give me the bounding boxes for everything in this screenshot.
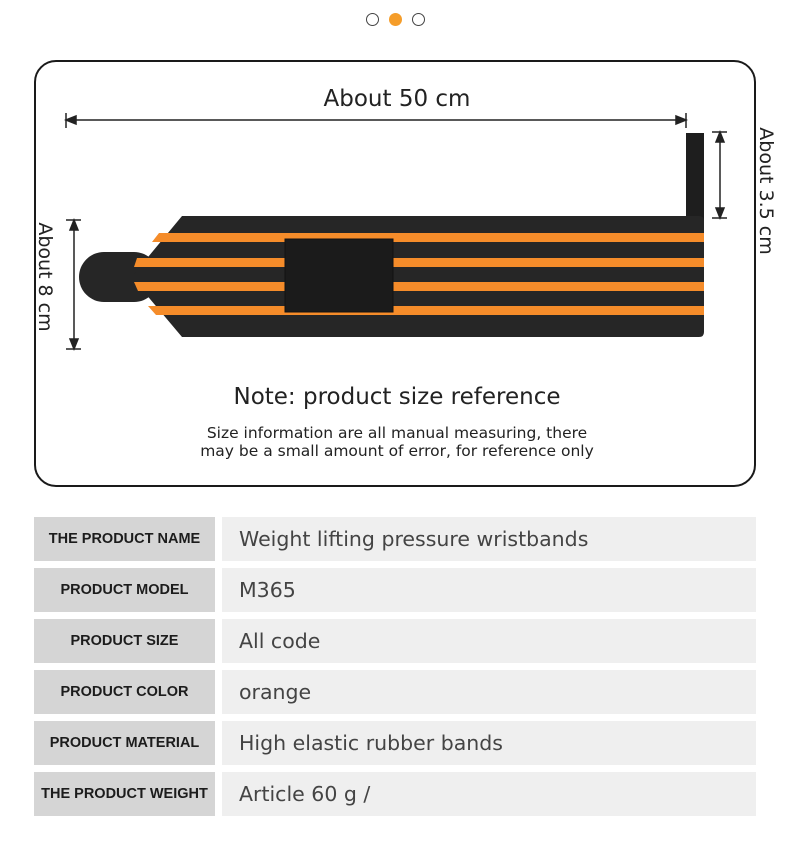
strap-end bbox=[686, 133, 704, 221]
note-text bbox=[36, 424, 758, 460]
carousel-dots bbox=[0, 13, 790, 26]
width-label: About 50 cm bbox=[323, 86, 471, 112]
height-dimension-arrow bbox=[66, 220, 81, 349]
spec-row-model bbox=[34, 568, 756, 612]
carousel-dot-2-active[interactable] bbox=[389, 13, 402, 26]
note-title: Note: product size reference bbox=[233, 384, 561, 410]
product-spec-table bbox=[34, 517, 756, 823]
spec-row-name bbox=[34, 517, 756, 561]
spec-key: THE PRODUCT WEIGHT bbox=[34, 772, 215, 816]
spec-value: orange bbox=[222, 670, 756, 714]
spec-key: PRODUCT MODEL bbox=[34, 568, 215, 612]
spec-value: Weight lifting pressure wristbands bbox=[222, 517, 756, 561]
spec-key: THE PRODUCT NAME bbox=[34, 517, 215, 561]
carousel-dot-3[interactable] bbox=[412, 13, 425, 26]
height-label: About 8 cm bbox=[34, 222, 56, 332]
spec-value: Article 60 g / bbox=[222, 772, 756, 816]
spec-key: PRODUCT COLOR bbox=[34, 670, 215, 714]
spec-row-material bbox=[34, 721, 756, 765]
spec-key: PRODUCT SIZE bbox=[34, 619, 215, 663]
spec-value: All code bbox=[222, 619, 756, 663]
spec-value: High elastic rubber bands bbox=[222, 721, 756, 765]
size-reference-card bbox=[34, 60, 777, 487]
spec-key: PRODUCT MATERIAL bbox=[34, 721, 215, 765]
velcro-patch bbox=[285, 239, 393, 312]
spec-row-weight bbox=[34, 772, 756, 816]
spec-value: M365 bbox=[222, 568, 756, 612]
wristband-illustration bbox=[34, 60, 756, 487]
note-text-content: Size information are all manual measuring, there may be a small amount of error, for reference only bbox=[200, 424, 594, 460]
strap-label: About 3.5 cm bbox=[755, 127, 777, 255]
strap-dimension-arrow bbox=[712, 132, 727, 218]
width-dimension-arrow bbox=[66, 113, 686, 128]
carousel-dot-1[interactable] bbox=[366, 13, 379, 26]
spec-row-color bbox=[34, 670, 756, 714]
spec-row-size bbox=[34, 619, 756, 663]
